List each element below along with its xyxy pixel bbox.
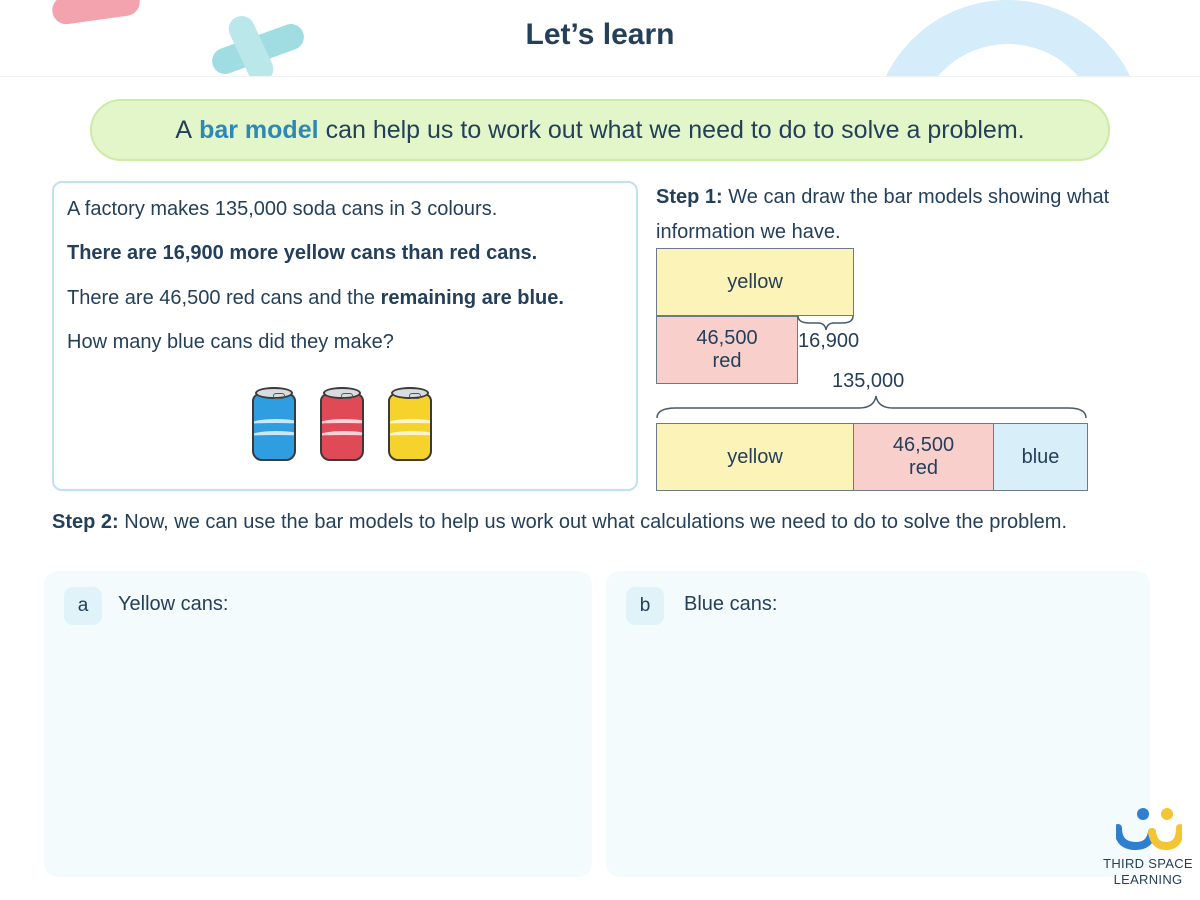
third-space-learning-logo (1096, 806, 1200, 890)
problem-line-2 (67, 242, 537, 265)
blue-can-icon (252, 385, 296, 463)
problem-line-1: A factory makes 135,000 soda cans in 3 colours. (67, 198, 498, 220)
logo-mark-icon (1116, 806, 1182, 850)
part-label-b: Blue cans: (684, 593, 778, 615)
answer-box-a[interactable] (44, 571, 592, 877)
problem-line-3-plain: There are 46,500 red cans and the (67, 287, 375, 309)
total-brace (654, 392, 1092, 422)
part-letter-b: b (626, 587, 664, 625)
step1-label: Step 1: (656, 186, 723, 208)
problem-line-4: How many blue cans did they make? (67, 331, 394, 353)
model2-yellow-label: yellow (727, 445, 783, 468)
model2-red-label: red (909, 457, 938, 479)
model2-yellow-bar (656, 423, 854, 491)
info-banner (90, 99, 1110, 161)
model2-blue-bar (993, 423, 1088, 491)
step1-text (656, 180, 1156, 250)
logo-line-2: LEARNING (1113, 872, 1183, 887)
step2-description: Now, we can use the bar models to help us work out what calculations we need to do to solve the problem. (124, 511, 1068, 533)
banner-highlight: bar model (199, 115, 319, 144)
model1-yellow-label: yellow (727, 270, 783, 293)
problem-line-2-bold: There are 16,900 more yellow cans than red cans. (67, 242, 538, 264)
step1-description: We can draw the bar models showing what information we have. (656, 186, 1110, 243)
model1-yellow-bar (656, 248, 854, 316)
difference-value: 16,900 (798, 330, 860, 352)
model2-red-value: 46,500 (892, 434, 955, 456)
red-can-icon (320, 385, 364, 463)
part-letter-a: a (64, 587, 102, 625)
page-title: Let’s learn (525, 18, 675, 51)
model1-red-bar (656, 316, 798, 384)
logo-line-1: THIRD SPACE (1103, 856, 1193, 871)
banner-suffix: can help us to work out what we need to do to solve a problem. (325, 115, 1025, 144)
total-value: 135,000 (832, 370, 905, 392)
answer-box-b[interactable] (606, 571, 1150, 877)
part-label-a: Yellow cans: (118, 593, 229, 615)
page-header (0, 0, 1200, 77)
model1-red-label: red (712, 350, 742, 372)
yellow-can-icon (388, 385, 432, 463)
banner-prefix: A (175, 115, 193, 144)
problem-line-3 (67, 287, 564, 310)
step2-label: Step 2: (52, 511, 119, 533)
problem-box (52, 181, 638, 491)
model1-red-value: 46,500 (696, 327, 758, 349)
model2-blue-label: blue (1021, 445, 1060, 468)
step2-text (52, 508, 1152, 536)
model2-red-bar (853, 423, 994, 491)
problem-line-3-bold: remaining are blue. (380, 287, 564, 309)
